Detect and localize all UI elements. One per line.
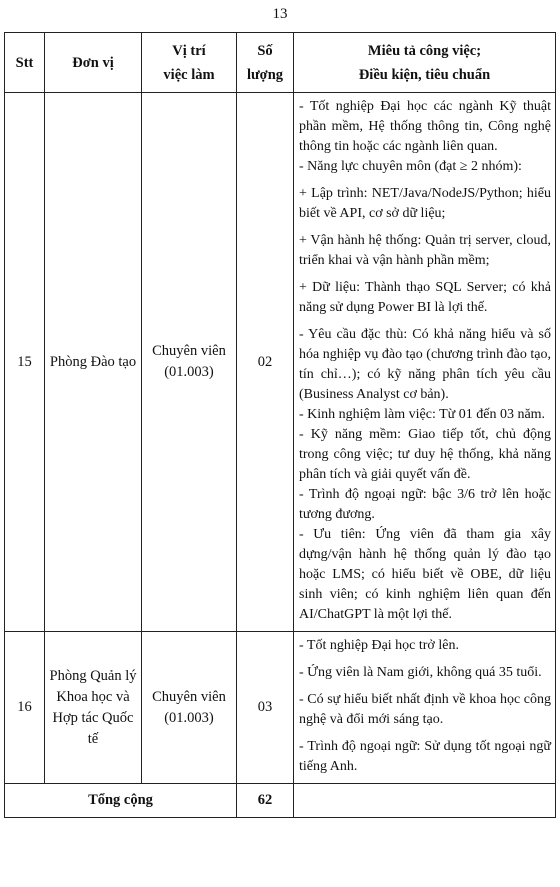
description-line: - Ưu tiên: Ứng viên đã tham gia xây dựng/vận hành hệ thống quản lý đào tạo hoặc LMS; có hiểu biết về OBE, dữ liệu sinh viên; có kinh nghiệm liên quan đến AI/ChatGPT là một lợi thế.: [299, 527, 551, 622]
header-unit: Đơn vị: [45, 33, 142, 93]
row-quantity: 03: [237, 632, 294, 784]
header-quantity-line2: lượng: [246, 66, 284, 83]
description-line: + Vận hành hệ thống: Quản trị server, cloud, triển khai và vận hành phần mềm;: [299, 233, 551, 268]
row-description: [294, 632, 556, 784]
row-stt: 16: [5, 632, 45, 784]
page-number: 13: [272, 6, 288, 22]
description-line: - Có sự hiểu biết nhất định về khoa học công nghệ và đổi mới sáng tạo.: [299, 692, 551, 727]
description-line: + Lập trình: NET/Java/NodeJS/Python; hiểu biết về API, cơ sở dữ liệu;: [299, 186, 551, 221]
description-line: - Kỹ năng mềm: Giao tiếp tốt, chủ động trong công việc; tư duy hệ thống, khả năng phân tích và giải quyết vấn đề.: [299, 427, 551, 482]
row-position: Chuyên viên (01.003): [142, 93, 237, 632]
row-description: [294, 93, 556, 632]
total-empty-cell: [294, 784, 556, 818]
description-line: - Năng lực chuyên môn (đạt ≥ 2 nhóm):: [299, 159, 522, 174]
job-table: [4, 32, 556, 818]
description-line: - Tốt nghiệp Đại học trở lên.: [299, 638, 459, 653]
table-row: [5, 632, 556, 784]
description-line: - Trình độ ngoại ngữ: bậc 3/6 trở lên hoặc tương đương.: [299, 487, 551, 522]
description-line: - Tốt nghiệp Đại học các ngành Kỹ thuật phần mềm, Hệ thống thông tin, Công nghệ thông tin hoặc các ngành liên quan.: [299, 99, 551, 154]
description-line: + Dữ liệu: Thành thạo SQL Server; có khả năng sử dụng Power BI là lợi thế.: [299, 280, 551, 315]
header-position-line2: việc làm: [163, 66, 215, 83]
total-row: [5, 784, 556, 818]
header-description-line2: Điều kiện, tiêu chuẩn: [358, 66, 491, 83]
header-description: [294, 33, 556, 93]
row-stt: 15: [5, 93, 45, 632]
table-row: [5, 93, 556, 632]
description-line: - Trình độ ngoại ngữ: Sử dụng tốt ngoại ngữ tiếng Anh.: [299, 739, 551, 774]
description-line: - Kinh nghiệm làm việc: Từ 01 đến 03 năm.: [299, 407, 546, 422]
header-position: [142, 33, 237, 93]
row-quantity: 02: [237, 93, 294, 632]
header-description-line1: Miêu tả công việc;: [367, 42, 482, 59]
description-line: - Ứng viên là Nam giới, không quá 35 tuổi.: [299, 665, 542, 680]
header-row: [5, 33, 556, 93]
row-unit: Phòng Đào tạo: [45, 93, 142, 632]
total-value: 62: [237, 784, 294, 818]
row-unit: Phòng Quản lý Khoa học và Hợp tác Quốc tế: [45, 632, 142, 784]
header-stt: Stt: [5, 33, 45, 93]
description-line: - Yêu cầu đặc thù: Có khả năng hiểu và số hóa nghiệp vụ đào tạo (chương trình đào tạo, tín chỉ…); có kỹ năng phân tích yêu cầu (Business Analyst cơ bản).: [299, 327, 551, 402]
header-position-line1: Vị trí: [172, 42, 206, 59]
row-position: Chuyên viên (01.003): [142, 632, 237, 784]
total-label: Tổng cộng: [5, 784, 237, 818]
header-quantity: [237, 33, 294, 93]
header-quantity-line1: Số: [257, 42, 273, 59]
